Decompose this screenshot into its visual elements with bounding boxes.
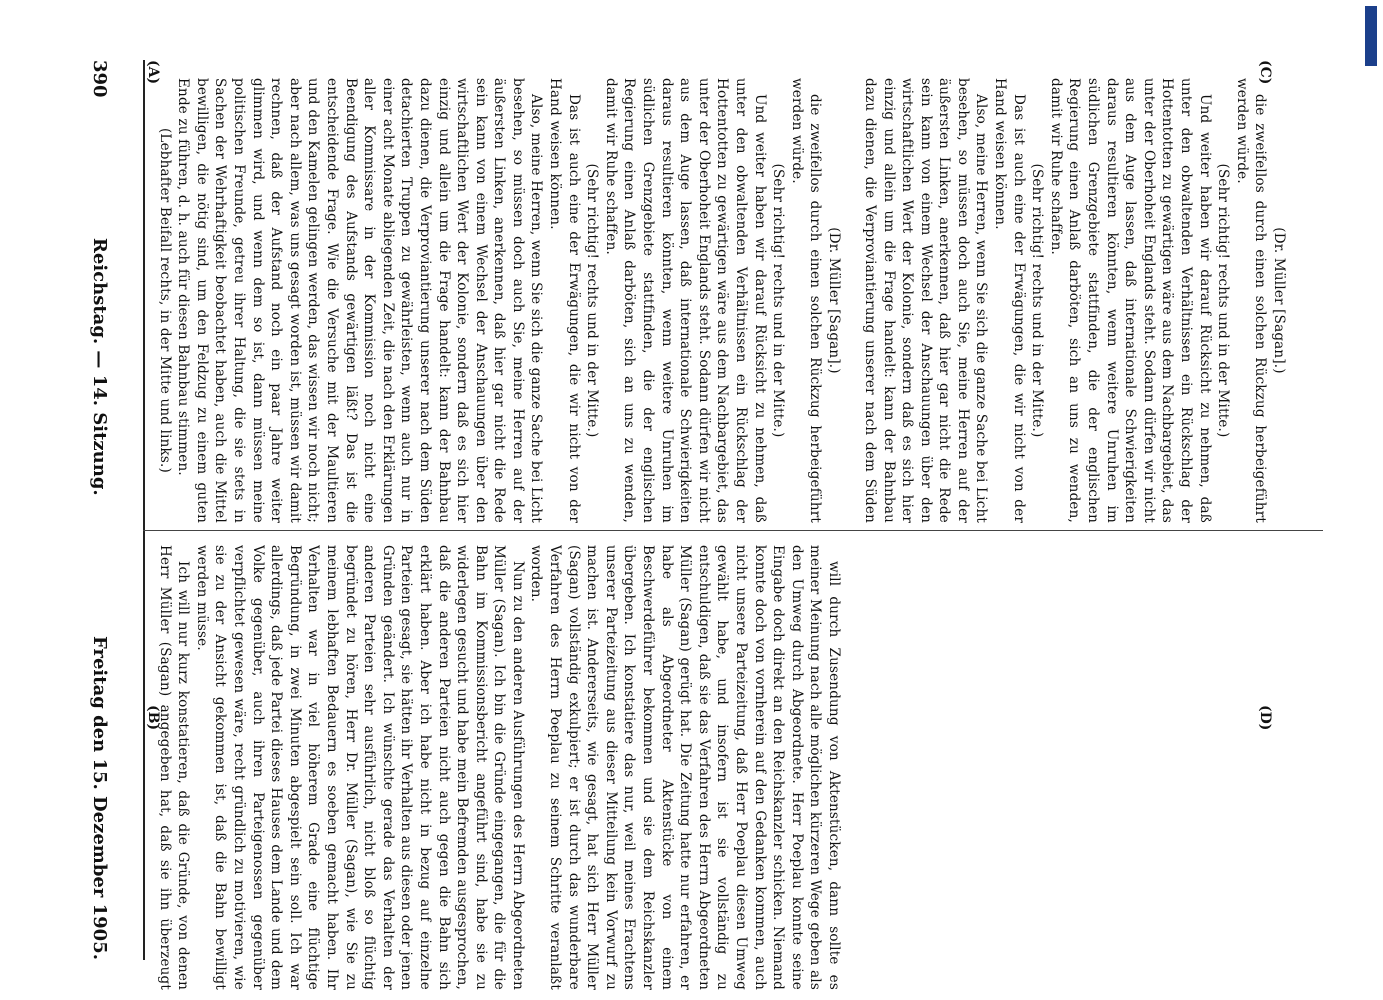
header-date: Freitag den 15. Dezember 1905. [89, 636, 111, 960]
paragraph: die zweifellos durch einen solchen Rückzug herbeigeführt werden würde. [1233, 78, 1269, 523]
paragraph: Und weiter haben wir darauf Rücksicht zu nehmen, daß unter den obwaltenden Verhältnissen ein Rückschlag der Hottentotten zu gewärtigen wäre aus dem Nachbargebiet, das unter der Oberhoheit Englands steht. Sodann dürfen wir nicht aus dem Auge lassen, daß internationale Schwierigkeiten daraus resultieren könnten, wenn weitere Unruhen im südlichen Grenzgebiete stattfinden, die der englischen Regierung einen Anlaß darböten, sich an uns zu wenden, damit wir Ruhe schaffen. [602, 78, 768, 523]
paragraph: (Sehr richtig! rechts und in der Mitte.) [1029, 163, 1046, 438]
left-column [823, 0, 1383, 1000]
margin-marker-a: (A) [145, 60, 161, 85]
paragraph: Also, meine Herren, wenn Sie sich die ganze Sache bei Licht besehen, so müssen doch auch Sie, meine Herren auf der äußersten Linken, anerkennen, daß hier gar nicht die Rede sein kann von einem Wechsel der Anschauungen über den wirtschaftlichen Wert der Kolonie, sondern daß es sich hier einzig und allein um die Frage handelt: kann der Bahnbau dazu dienen, die Verproviantierung unserer nach dem Süden detachierten Truppen zu gewährleisten, wenn auch nur in einer acht Monate abliegenden Zeit, die nach den Erklärungen aller Kommissare in der Kommission noch nicht eine Beendigung des Aufstands gewärtigen läßt? Das ist die entscheidende Frage. Wie die Versuche mit der Maultieren und den Kamelen gelingen werden, das wissen wir noch nicht; aber nach allem, was uns gesagt worden ist, müssen wir damit rechnen, daß der Aufstand noch ein paar Jahre weiter glimmen wird, und wenn dem so ist, dann müssen meine politischen Freunde, getreu ihrer Haltung, die sie stets in Sachen der Wehrhaftigkeit beobachtet haben, auch die Mittel bewilligen, die nötig sind, um den Feldzug zu einem guten Ende zu führen, d. h. auch für diesen Bahnbau stimmen. [175, 78, 545, 523]
paragraph: (Dr. Müller [Sagan].) [826, 227, 842, 374]
paragraph: Also, meine Herren, wenn Sie sich die ganze Sache bei Licht besehen, so müssen doch auch Sie, meine Herren auf der äußersten Linken, anerkennen, daß hier gar nicht die Rede sein kann von einem Wechsel der Anschauungen über den wirtschaftlichen Wert der Kolonie, sondern daß es sich hier einzig und allein um die Frage handelt: kann der Bahnbau dazu dienen, die Verproviantierung unserer nach dem Süden [861, 78, 990, 523]
paragraph: (Sehr richtig! rechts und in der Mitte.) [584, 163, 601, 438]
digitization-note [1367, 70, 1379, 670]
paragraph: Nun zu den anderen Ausführungen des Herrn Abgeordneten Müller (Sagan). Ich bin die Gründe eingegangen, die für die Bahn im Kommissionsbericht angeführt sind, habe sie zu widerlegen gesucht und habe mein Befremden ausgesprochen, daß die anderen Parteien nicht auch gegen die Bahn sich erklärt haben. Aber ich habe nicht in bezug auf einzelne Parteien gesagt, sie hätten ihr Verhalten aus diesen oder jenen Gründen geändert. Ich wünschte gerade das Verhalten der anderen Parteien sehr ausführlich, nicht bloß so flüchtig begründet zu hören, Herr Dr. Müller (Sagan), wie Sie zu meinem lebhaften Bedauern es soeben gemacht haben. Ihr Verhalten war in viel höherem Grade eine flüchtige Begründung, in zwei Minuten abgespielt sein soll. Ich war allerdings, daß jede Partei dieses Hauses dem Lande und dem Volke gegenüber, auch ihren Parteigenossen gegenüber verpflichtet gewesen wäre, recht gründlich zu motivieren, wie sie zu der Ansicht gekommen ist, daß die Bahn bewilligt werden müsse. [193, 545, 526, 990]
paragraph: Das ist auch eine der Erwägungen, die wir nicht von der Hand weisen können. [992, 78, 1027, 523]
paragraph: Das ist auch eine der Erwägungen, die wir nicht von der Hand weisen können. [547, 78, 582, 523]
page-number: 390 [89, 60, 111, 98]
dfg-logo-box [1365, 6, 1377, 66]
header-left-title: Reichstag. — 14. Sitzung. [89, 237, 111, 496]
paragraph: Und weiter haben wir darauf Rücksicht zu nehmen, daß unter den obwaltenden Verhältnissen ein Rückschlag der Hottentotten zu gewärtigen wäre aus dem Nachbargebiet, das unter der Oberhoheit Englands steht. Sodann dürfen wir nicht aus dem Auge lassen, daß internationale Schwierigkeiten daraus resultieren könnten, wenn weitere Unruhen im südlichen Grenzgebiete stattfinden, die der englischen Regierung einen Anlaß darböten, sich an uns zu wenden, damit wir Ruhe schaffen. [1047, 78, 1213, 523]
margin-marker-c: (C) [1257, 60, 1273, 85]
margin-marker-d: (D) [1257, 705, 1273, 731]
paragraph: (Dr. Müller [Sagan].) [1271, 227, 1287, 374]
paragraph: die zweifellos durch einen solchen Rückzug herbeigeführt werden würde. [788, 78, 824, 523]
paragraph: Ich will nur kurz konstatieren, daß die Gründe, von denen Herr Müller (Sagan) angegeben hat, daß sie ihn überzeugt [156, 545, 192, 990]
paragraph: (Lebhafter Beifall rechts, in der Mitte und links.) [156, 127, 173, 474]
paragraph: (Sehr richtig! rechts und in der Mitte.) [1215, 163, 1232, 438]
paragraph: will durch Zusendung von Aktenstücken, dann sollte es meiner Meinung nach alle möglichen kürzeren Wege geben als den Umweg durch Abgeordnete. Herr Poeplau konnte seine Eingabe doch direkt an den Reichskanzler schicken. Niemand konnte doch von vornherein auf den Gedanken kommen, auch nicht unsere Parteizeitung, daß Herr Poeplau diesen Umweg gewählt habe, und insofern ist sie vollständig zu entschuldigen, daß sie das Verfahren des Herrn Abgeordneten Müller (Sagan) gerügt hat. Die Zeitung hatte nur erfahren, er habe als Abgeordneter Aktenstücke von einem Beschwerdeführer bekommen und sie dem Reichskanzler übergeben. Ich konstatiere das nur, weil meines Erachtens unserer Parteizeitung aus dieser Mitteilung kein Vorwurf zu machen ist. Andererseits, wie gesagt, hat sich Herr Müller (Sagan) vollständig exkulpiert; er ist durch das wunderbare Verfahren des Herrn Poeplau zu seinem Schritte veranlaßt worden. [528, 545, 842, 990]
margin-marker-b: (B) [145, 705, 161, 731]
paragraph: (Sehr richtig! rechts und in der Mitte.) [770, 163, 787, 438]
